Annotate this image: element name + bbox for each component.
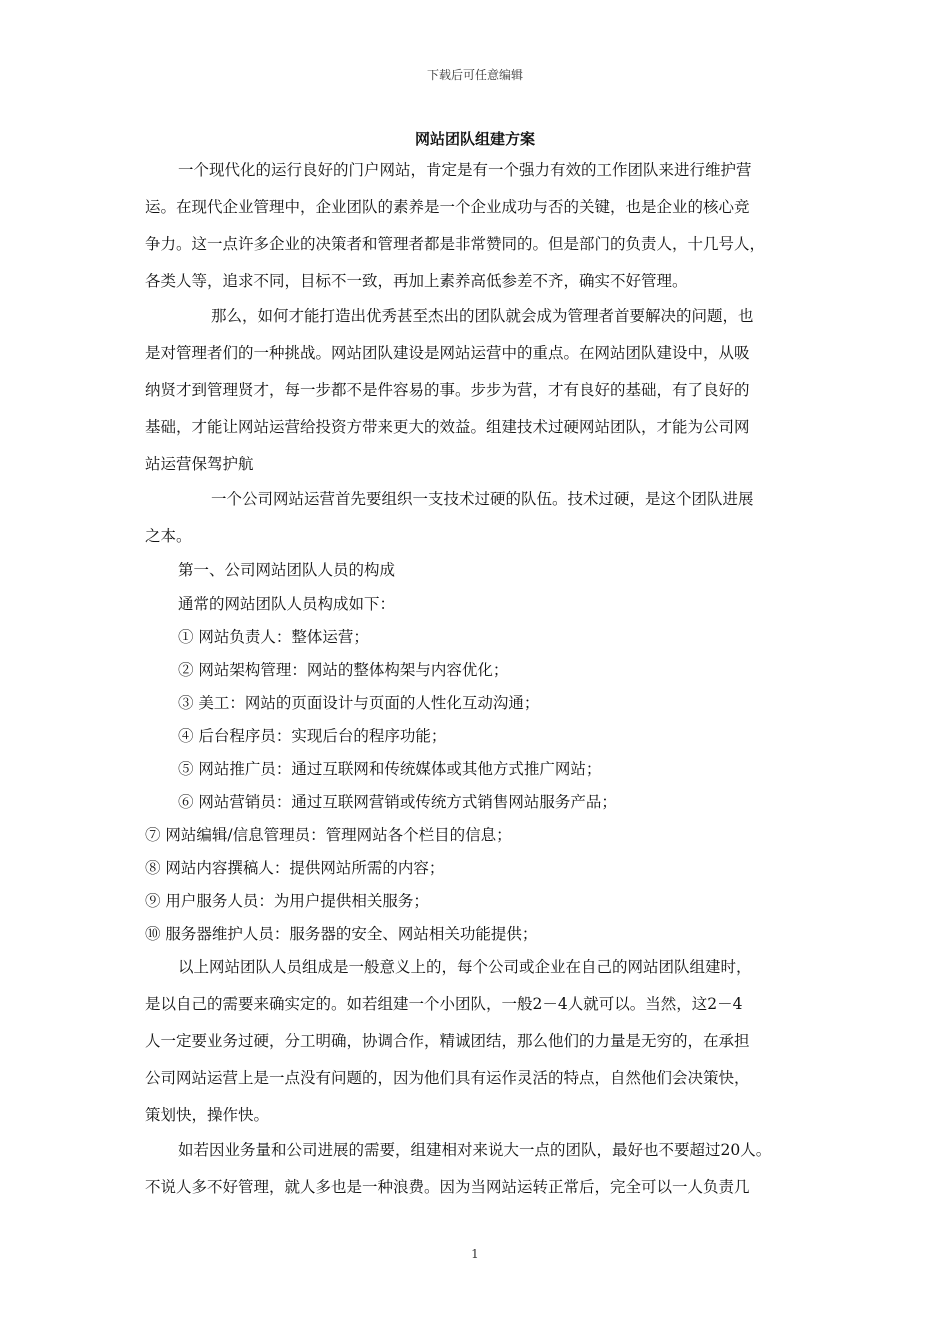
paragraph-line: 人一定要业务过硬，分工明确，协调合作，精诚团结，那么他们的力量是无穷的，在承担 <box>145 1032 750 1050</box>
paragraph-line: 不说人多不好管理，就人多也是一种浪费。因为当网站运转正常后，完全可以一人负责几 <box>145 1178 750 1196</box>
paragraph-line: 各类人等，追求不同，目标不一致，再加上素养高低参差不齐，确实不好管理。 <box>145 272 688 290</box>
list-item: ④ 后台程序员：实现后台的程序功能； <box>178 727 447 745</box>
list-item: ② 网站架构管理：网站的整体构架与内容优化； <box>178 661 509 679</box>
paragraph-line: 基础，才能让网站运营给投资方带来更大的效益。组建技术过硬网站团队，才能为公司网 <box>145 418 750 436</box>
paragraph-line: 策划快，操作快。 <box>145 1106 270 1124</box>
section-heading: 第一、公司网站团队人员的构成 <box>178 561 396 579</box>
list-item: ③ 美工：网站的页面设计与页面的人性化互动沟通； <box>178 694 540 712</box>
list-item: ⑨ 用户服务人员：为用户提供相关服务； <box>145 892 429 910</box>
list-item: ⑩ 服务器维护人员：服务器的安全、网站相关功能提供； <box>145 925 538 943</box>
paragraph-line: 以上网站团队人员组成是一般意义上的，每个公司或企业在自己的网站团队组建时， <box>178 958 752 976</box>
paragraph-line: 一个公司网站运营首先要组织一支技术过硬的队伍。技术过硬，是这个团队进展 <box>211 490 754 508</box>
paragraph-line: 争力。这一点许多企业的决策者和管理者都是非常赞同的。但是部门的负责人，十几号人， <box>145 235 766 253</box>
paragraph-line: 纳贤才到管理贤才，每一步都不是件容易的事。步步为营，才有良好的基础，有了良好的 <box>145 381 750 399</box>
paragraph-line: 那么，如何才能打造出优秀甚至杰出的团队就会成为管理者首要解决的问题，也 <box>211 307 754 325</box>
paragraph-line: 公司网站运营上是一点没有问题的，因为他们具有运作灵活的特点，自然他们会决策快， <box>145 1069 750 1087</box>
list-item: ⑥ 网站营销员：通过互联网营销或传统方式销售网站服务产品； <box>178 793 617 811</box>
list-item: ① 网站负责人：整体运营； <box>178 628 369 646</box>
paragraph-line: 是以自己的需要来确实定的。如若组建一个小团队，一般2－4人就可以。当然，这2－4 <box>145 995 743 1013</box>
paragraph-line: 运。在现代企业管理中，企业团队的素养是一个企业成功与否的关键，也是企业的核心竞 <box>145 198 750 216</box>
paragraph-line: 如若因业务量和公司进展的需要，组建相对来说大一点的团队，最好也不要超过20人。 <box>178 1141 772 1159</box>
paragraph-line: 之本。 <box>145 527 192 545</box>
list-item: ⑦ 网站编辑/信息管理员：管理网站各个栏目的信息； <box>145 826 512 844</box>
paragraph-line: 通常的网站团队人员构成如下： <box>178 595 396 613</box>
page-header: 下载后可任意编辑 <box>426 68 523 82</box>
paragraph-line: 一个现代化的运行良好的门户网站，肯定是有一个强力有效的工作团队来进行维护营 <box>178 161 752 179</box>
list-item: ⑧ 网站内容撰稿人：提供网站所需的内容； <box>145 859 445 877</box>
document-title: 网站团队组建方案 <box>414 130 535 148</box>
list-item: ⑤ 网站推广员：通过互联网和传统媒体或其他方式推广网站； <box>178 760 602 778</box>
paragraph-line: 站运营保驾护航 <box>145 455 254 473</box>
page-number: 1 <box>471 1247 479 1261</box>
paragraph-line: 是对管理者们的一种挑战。网站团队建设是网站运营中的重点。在网站团队建设中，从吸 <box>145 344 750 362</box>
